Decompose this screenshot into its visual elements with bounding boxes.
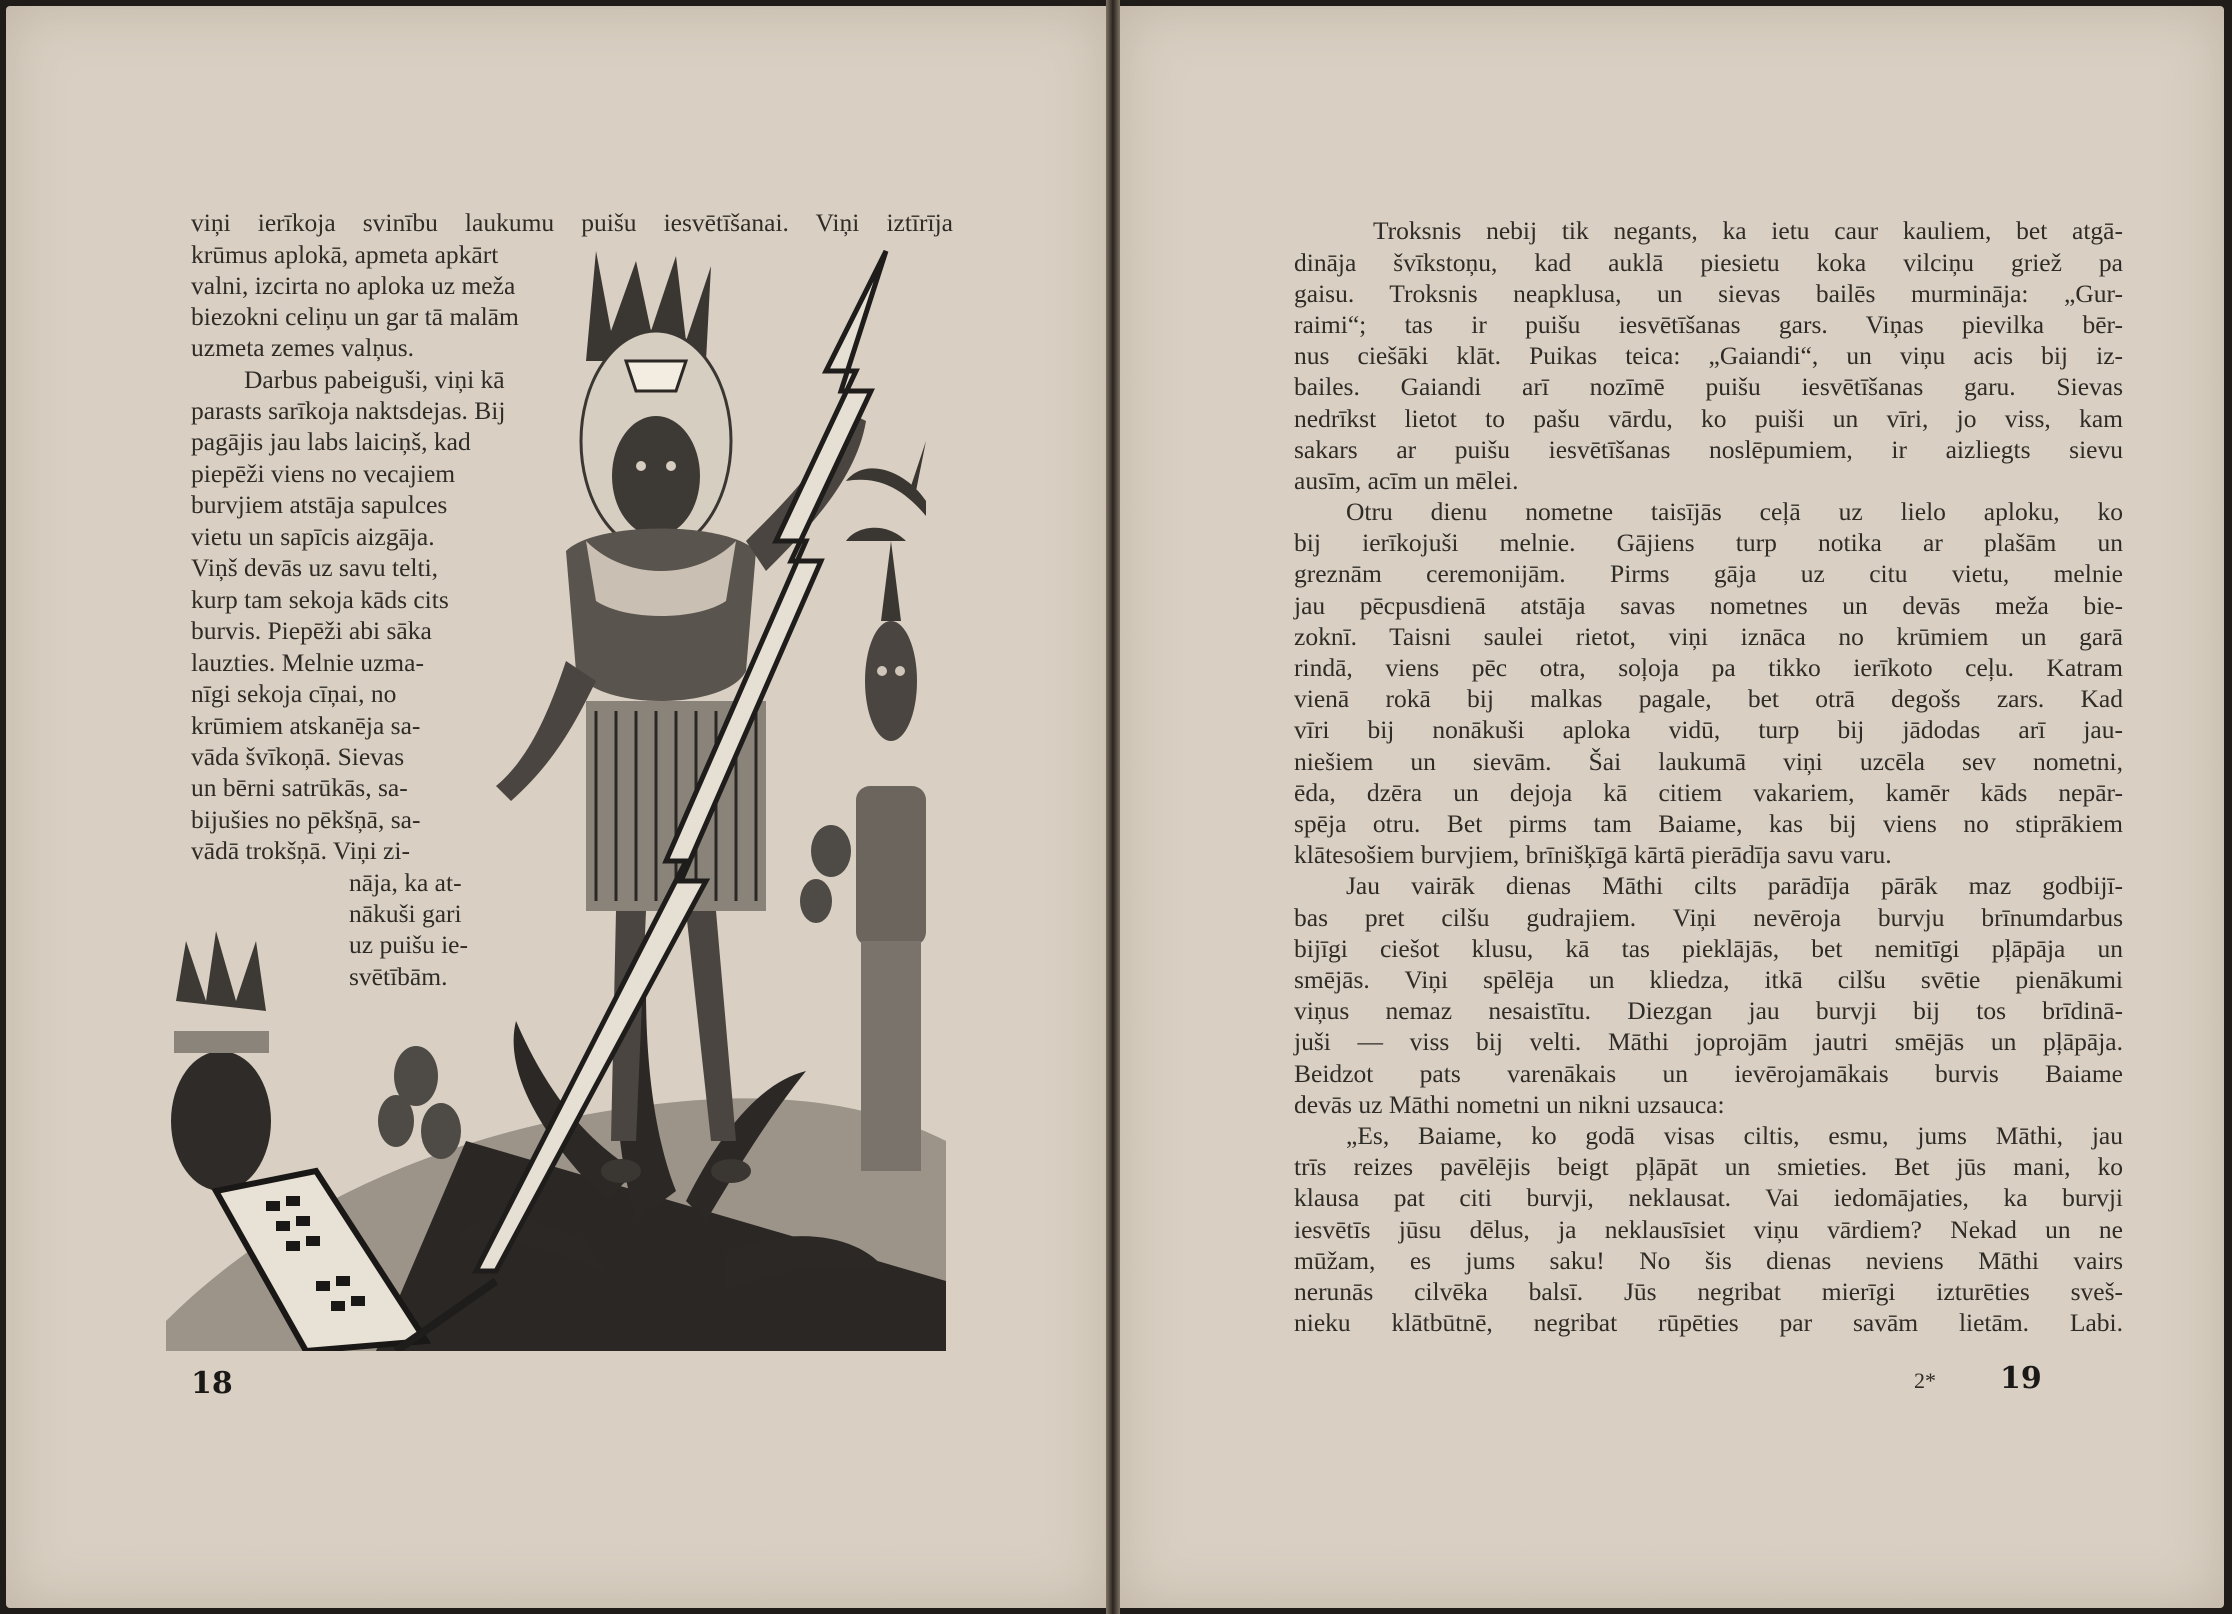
text-line: nerunās cilvēka balsī. Jūs negribat mierīgi izturēties sveš- <box>1294 1277 2123 1306</box>
text-line: bijīgi ciešot klusu, kā tas pieklājās, bet nemitīgi pļāpāja un <box>1294 934 2123 963</box>
text-line: sakars ar puišu iesvētīšanas noslēpumiem, ir aizliegts sievu <box>1294 435 2123 464</box>
text-line: smējās. Viņi spēlēja un kliedza, itkā cilšu svētie pienākumi <box>1294 965 2123 994</box>
tiki-statue-icon <box>856 541 926 1171</box>
text-line: bailes. Gaiandi arī nozīmē puišu iesvētīšanas garu. Sievas <box>1294 372 2123 401</box>
text-line: uz puišu ie- <box>349 930 468 959</box>
book-gutter <box>1106 0 1120 1614</box>
text-line: vīri bij nonākuši aploka vidū, turp bij jādodas arī jau- <box>1294 715 2123 744</box>
shaman-illustration <box>166 241 946 1351</box>
shaman-figure-icon <box>496 251 866 1183</box>
text-line: mūžam, es jums saku! No šis dienas neviens Māthi vairs <box>1294 1246 2123 1275</box>
text-line: rindā, viens pēc otra, soļoja pa tikko ierīkoto ceļu. Katram <box>1294 653 2123 682</box>
text-line: viņi ierīkoja svinību laukumu puišu iesvētīšanai. Viņi iztīrīja <box>191 208 953 237</box>
text-line: bij ierīkojuši melnie. Gājiens turp notika ar plašām un <box>1294 528 2123 557</box>
text-line: nus ciešāki klāt. Puikas teica: „Gaiandi“, un viņu acis bij iz- <box>1294 341 2123 370</box>
text-line: lauzties. Melnie uzma- <box>191 648 424 677</box>
text-line: klausa pat citi burvji, neklausat. Vai iedomājaties, ka burvji <box>1294 1183 2123 1212</box>
text-line: greznām ceremonijām. Pirms gāja uz citu vietu, melnie <box>1294 559 2123 588</box>
text-line: ēda, dzēra un dejoja kā citiem vakariem, kamēr kāds nepār- <box>1294 778 2123 807</box>
text-line: svētībām. <box>349 962 448 991</box>
palm-frond-icon <box>846 441 926 541</box>
right-page <box>1120 6 2224 1608</box>
text-line: vienā rokā bij malkas pagale, bet otrā degošs zars. Kad <box>1294 684 2123 713</box>
text-line: nākuši gari <box>349 899 462 928</box>
text-line: Darbus pabeiguši, viņi kā <box>244 365 505 394</box>
left-page <box>6 6 1106 1608</box>
text-line: nāja, ka at- <box>349 868 462 897</box>
text-line: nieku klātbūtnē, negribat rūpēties par savām lietām. Labi. <box>1294 1308 2123 1337</box>
text-line: krūmiem atskanēja sa- <box>191 711 421 740</box>
text-line: juši — viss bij velti. Māthi joprojām jautri smējās un pļāpāja. <box>1294 1027 2123 1056</box>
text-line: jau pēcpusdienā atstāja savas nometnes un devās meža bie- <box>1294 591 2123 620</box>
text-line: spēja otru. Bet pirms tam Baiame, kas bij viens no stiprākiem <box>1294 809 2123 838</box>
text-line: gaisu. Troksnis neapklusa, un sievas bailēs murmināja: „Gur- <box>1294 279 2123 308</box>
text-line: uzmeta zemes valņus. <box>191 333 415 362</box>
text-line: Otru dienu nometne taisījās ceļā uz lielo aploku, ko <box>1346 497 2123 526</box>
text-line: viņus nemaz nesaistītu. Diezgan jau burvji bij tos brīdinā- <box>1294 996 2123 1025</box>
text-line: piepēži viens no vecajiem <box>191 459 456 488</box>
text-line: kurp tam sekoja kāds cits <box>191 585 449 614</box>
text-line: vādā trokšņā. Viņi zi- <box>191 836 410 865</box>
text-line: valni, izcirta no aploka uz meža <box>191 271 516 300</box>
text-line: un bērni satrūkās, sa- <box>191 773 408 802</box>
text-line: iesvētīs jūsu dēlus, ja neklausīsiet viņu vārdiem? Nekad un ne <box>1294 1215 2123 1244</box>
text-line: nedrīkst lietot to pašu vārdu, ko puiši un vīri, jo viss, kam <box>1294 404 2123 433</box>
text-line: nīgi sekoja cīņai, no <box>191 679 397 708</box>
text-line: krūmus aplokā, apmeta apkārt <box>191 240 499 269</box>
text-line: niešiem un sievām. Šai laukumā viņi uzcēla sev nometni, <box>1294 747 2123 776</box>
text-line: burvjiem atstāja sapulces <box>191 490 448 519</box>
signature-mark: 2* <box>1914 1368 1936 1393</box>
text-line: Jau vairāk dienas Māthi cilts parādīja pārāk maz godbijī- <box>1346 871 2123 900</box>
text-line: zoknī. Taisni saulei rietot, viņi iznāca no krūmiem un garā <box>1294 622 2123 651</box>
text-line: ausīm, acīm un mēlei. <box>1294 466 1519 495</box>
text-line: dināja švīkstoņu, kad auklā piesietu koka vilciņu griež pa <box>1294 248 2123 277</box>
text-line: raimi“; tas ir puišu iesvētīšanas gars. Viņas pievilka bēr- <box>1294 310 2123 339</box>
text-line: vāda švīkoņā. Sievas <box>191 742 405 771</box>
text-line: vietu un sapīcis aizgāja. <box>191 522 435 551</box>
text-line: pagājis jau labs laiciņš, kad <box>191 427 471 456</box>
text-line: trīs reizes pavēlējis beigt pļāpāt un smieties. Bet jūs mani, ko <box>1294 1152 2123 1181</box>
text-line: Troksnis nebij tik negants, ka ietu caur kauliem, bet atgā- <box>1373 216 2123 245</box>
text-line: klātesošiem burvjiem, brīnišķīgā kārtā pierādīja savu varu. <box>1294 840 1892 869</box>
text-line: bas pret cilšu gudrajiem. Viņi nevēroja burvju brīnumdarbus <box>1294 903 2123 932</box>
text-line: Viņš devās uz savu telti, <box>191 553 439 582</box>
text-line: burvis. Piepēži abi sāka <box>191 616 432 645</box>
text-line: devās uz Māthi nometni un nikni uzsauca: <box>1294 1090 1725 1119</box>
page-number: 19 <box>2000 1361 2042 1396</box>
text-line: biezokni celiņu un gar tā malām <box>191 302 519 331</box>
text-line: „Es, Baiame, ko godā visas ciltis, esmu, jums Māthi, jau <box>1346 1121 2123 1150</box>
text-line: Beidzot pats varenākais un ievērojamākais burvis Baiame <box>1294 1059 2123 1088</box>
text-line: parasts sarīkoja naktsdejas. Bij <box>191 396 506 425</box>
page-number: 18 <box>191 1366 233 1401</box>
text-line: bijušies no pēkšņā, sa- <box>191 805 421 834</box>
